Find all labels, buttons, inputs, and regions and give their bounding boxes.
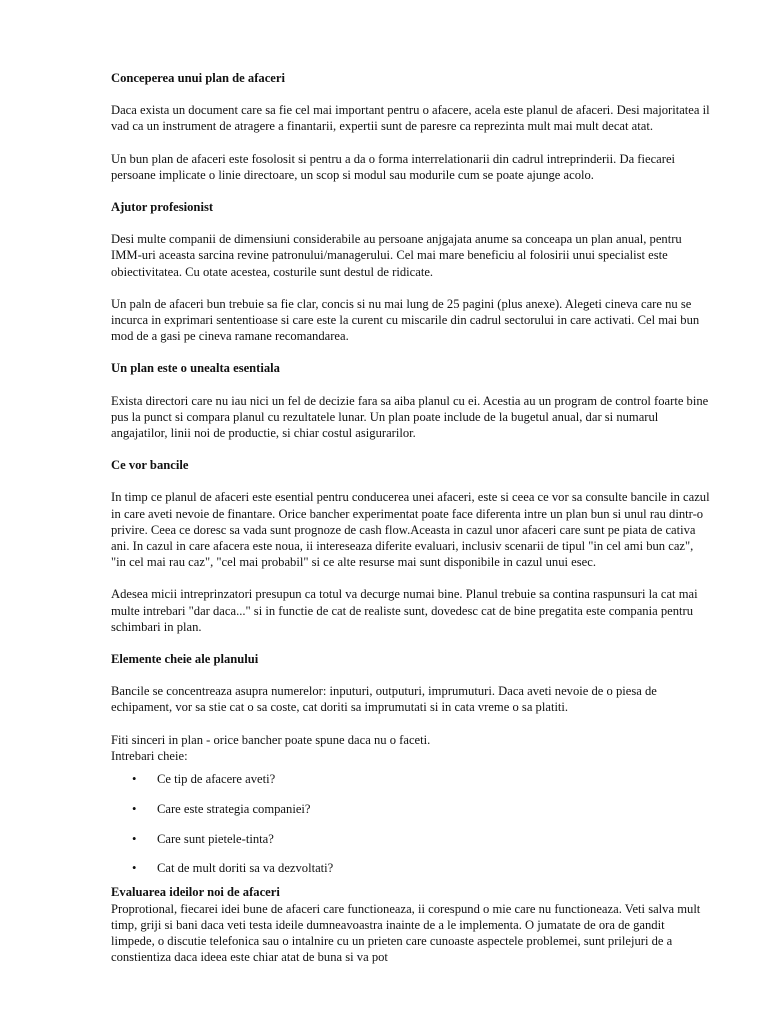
section-heading-conceperea: Conceperea unui plan de afaceri bbox=[111, 71, 285, 85]
section-heading-ajutor: Ajutor profesionist bbox=[111, 200, 214, 215]
bullet-icon: • bbox=[132, 831, 137, 846]
paragraph-intro bbox=[111, 732, 711, 764]
list-item bbox=[132, 860, 711, 876]
section-heading-bancile: Ce vor bancile bbox=[111, 458, 189, 473]
list-item-text: Cat de mult doriti sa va dezvoltati? bbox=[157, 861, 334, 876]
intro-line: Intrebari cheie: bbox=[111, 748, 188, 763]
section-heading-evaluarea: Evaluarea ideilor noi de afaceri bbox=[111, 885, 280, 900]
document-page bbox=[111, 70, 711, 981]
bullet-icon: • bbox=[132, 861, 137, 876]
paragraph: Un bun plan de afaceri este fosolosit si pentru a da o forma interrelationarii din cadrul intreprinderii. Da fiecarei persoane implicate o linie directoare, un scop si modul sau modurile cum se poate ajunge acolo. bbox=[111, 151, 676, 182]
paragraph: Proprotional, fiecarei idei bune de afaceri care functioneaza, ii corespund o mie care nu functioneaza. Veti salva mult timp, griji si bani daca veti testa ideile dumneavoastra inainte de a le implementa. O jumatate de ora de gandit limpede, o discutie telefonica sau o intalnire cu un prieten care cunoaste aspectele problemei, sunt prilejuri de a constientiza daca ideea este chiar atat de buna si va pot bbox=[111, 901, 701, 965]
key-questions-list bbox=[111, 771, 711, 876]
paragraph: Un paln de afaceri bun trebuie sa fie clar, concis si nu mai lung de 25 pagini (plus anexe). Alegeti cineva care nu se incurca in exprimari sententioase si care este la curent cu miscarile din cadrul sectorului in care activati. Cel mai bun mod de a gasi pe cineva ramane recomandarea. bbox=[111, 296, 700, 344]
paragraph: Bancile se concentreaza asupra numerelor: inputuri, outputuri, imprumuturi. Daca aveti nevoie de o piesa de echipament, vor sa stie cat o sa coste, cat doriti sa imprumutati si in cata vreme o sa platiti. bbox=[111, 684, 657, 715]
paragraph: In timp ce planul de afaceri este esential pentru conducerea unei afaceri, este si ceea ce vor sa consulte bancile in cazul in care aveti nevoie de finantare. Orice bancher experimentat poate face diferenta intre un plan bun si unul rau dintr-o privire. Ceea ce doresc sa vada sunt prognoze de cash flow.Aceasta in cazul unor afaceri care sunt pe piata de cativa ani. In cazul in care afacera este noua, ii intereseaza diferite evaluari, inclusiv scenarii de tipul "in cel ami bun caz", "in cel mai rau caz", "cel mai probabil" si ce alte resurse mai sunt disponibile in cazul unui esec. bbox=[111, 490, 710, 570]
bullet-icon: • bbox=[132, 801, 137, 816]
paragraph: Adesea micii intreprinzatori presupun ca totul va decurge numai bine. Planul trebuie sa contina raspunsuri la cat mai multe intrebari "dar daca..." si in functie de cat de realiste sunt, dovedesc cat de bine pregatita este compania pentru schimbari in plan. bbox=[111, 587, 698, 634]
bullet-icon: • bbox=[132, 772, 137, 787]
list-item-text: Care sunt pietele-tinta? bbox=[157, 831, 274, 846]
section-heading-elemente: Elemente cheie ale planului bbox=[111, 652, 259, 667]
list-item-text: Care este strategia companiei? bbox=[157, 801, 311, 816]
list-item bbox=[132, 831, 711, 847]
list-item bbox=[132, 801, 711, 817]
paragraph: Exista directori care nu iau nici un fel de decizie fara sa aiba planul cu ei. Acestia au un program de control foarte bine pus la punct si compara planul cu rezultatele lunar. Un plan poate include de la bugetul anual, dar si numarul angajatilor, linii noi de productie, si chiar costul asigurarilor. bbox=[111, 393, 709, 441]
list-item-text: Ce tip de afacere aveti? bbox=[157, 772, 276, 787]
paragraph: Daca exista un document care sa fie cel mai important pentru o afacere, acela este planul de afaceri. Desi majoritatea il vad ca un instrument de atragere a finantarii, expertii sunt de paresre ca reprezinta mult mai mult decat atat. bbox=[111, 103, 710, 134]
section-heading-unealta: Un plan este o unealta esentiala bbox=[111, 361, 280, 376]
paragraph: Desi multe companii de dimensiuni considerabile au persoane anjgajata anume sa conceapa un plan anual, pentru IMM-uri aceasta sarcina revine patronului/managerului. Cel mai mare beneficiu al folosirii unui specialist este obiectivitatea. Cu otate acestea, costurile sunt destul de ridicate. bbox=[111, 232, 682, 279]
list-item bbox=[132, 771, 711, 787]
intro-line: Fiti sinceri in plan - orice bancher poate spune daca nu o faceti. bbox=[111, 732, 431, 747]
